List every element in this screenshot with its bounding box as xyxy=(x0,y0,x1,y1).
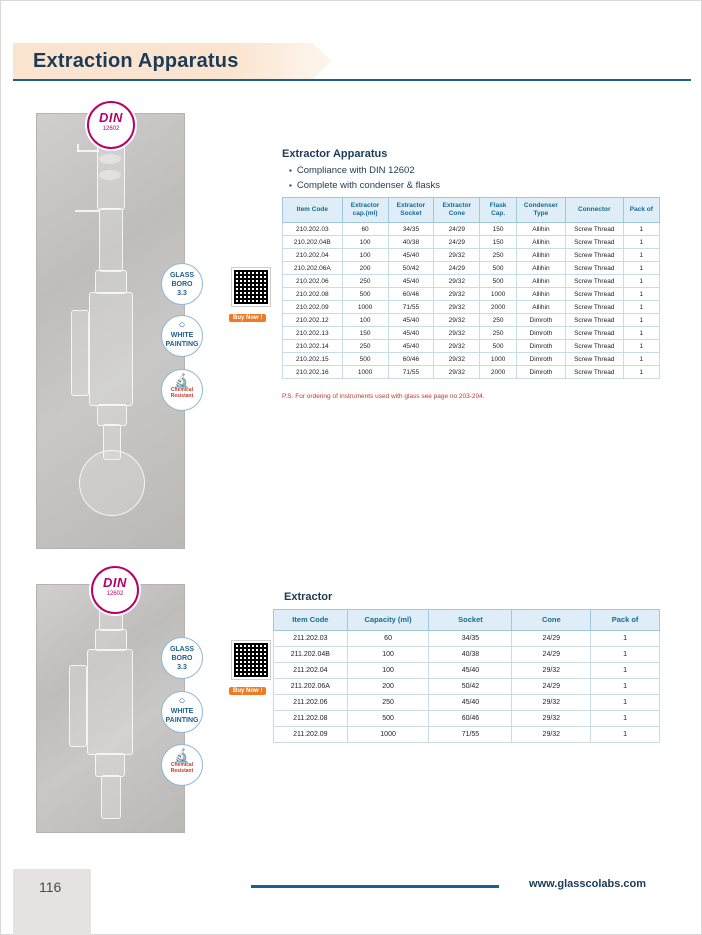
table-row xyxy=(283,223,660,236)
din-badge-2 xyxy=(91,566,139,614)
apparatus-cell-5-5: Allihin xyxy=(516,288,565,301)
apparatus-cell-10-1: 500 xyxy=(342,353,388,366)
apparatus-cell-11-4: 2000 xyxy=(480,366,517,379)
th2-capacity: Capacity (ml) xyxy=(347,610,429,631)
apparatus-cell-11-7: 1 xyxy=(623,366,659,379)
ground-joint-upper xyxy=(95,270,127,294)
apparatus-cell-11-1: 1000 xyxy=(342,366,388,379)
badge-white-painting-2 xyxy=(161,691,203,733)
apparatus-cell-0-0: 210.202.03 xyxy=(283,223,343,236)
apparatus-cell-8-2: 45/40 xyxy=(388,327,434,340)
condenser-outlet xyxy=(75,210,99,212)
extractor-cell-3-1: 200 xyxy=(347,679,429,695)
apparatus-cell-3-0: 210.202.06A xyxy=(283,262,343,275)
page-number: 116 xyxy=(39,879,62,895)
th2-cone: Cone xyxy=(512,610,591,631)
extractor-cell-5-1: 500 xyxy=(347,711,429,727)
apparatus-cell-9-0: 210.202.14 xyxy=(283,340,343,353)
section-1-title: Extractor Apparatus xyxy=(282,148,388,160)
table-header-row xyxy=(274,610,660,631)
badge-boro-line3: 3.3 xyxy=(177,290,187,297)
badge-boro-line1: GLASS xyxy=(169,272,195,279)
table-row xyxy=(274,647,660,663)
extractor-cell-4-2: 45/40 xyxy=(429,695,512,711)
ground-joint-lower xyxy=(97,404,127,426)
microscope-icon: 🔬 xyxy=(173,748,191,763)
ground-joint-lower-2 xyxy=(95,753,125,777)
table-row xyxy=(283,366,660,379)
table-row xyxy=(274,663,660,679)
apparatus-cell-0-4: 150 xyxy=(480,223,517,236)
condenser-inlet-stub xyxy=(77,144,79,152)
table-row xyxy=(283,301,660,314)
apparatus-cell-2-4: 250 xyxy=(480,249,517,262)
microscope-icon: 🔬 xyxy=(173,373,191,388)
badge-boro-2-line1: GLASS xyxy=(169,646,195,653)
apparatus-cell-8-1: 150 xyxy=(342,327,388,340)
apparatus-cell-3-3: 24/29 xyxy=(434,262,480,275)
apparatus-cell-8-0: 210.202.13 xyxy=(283,327,343,340)
badge-chemical-resistant-2 xyxy=(161,744,203,786)
th-pack-of: Pack of xyxy=(623,198,659,223)
badge-boro-2-line3: 3.3 xyxy=(177,664,187,671)
th-extractor-socket: Extractor Socket xyxy=(388,198,434,223)
extractor-cell-1-0: 211.202.04B xyxy=(274,647,348,663)
header-divider xyxy=(13,79,691,81)
badge-white-2-line2: PAINTING xyxy=(165,717,199,724)
glass-highlight xyxy=(99,154,121,164)
extractor-cell-1-1: 100 xyxy=(347,647,429,663)
extractor-cell-1-2: 40/38 xyxy=(429,647,512,663)
badge-boro-glass-2 xyxy=(161,637,203,679)
qr-code-icon-2[interactable] xyxy=(232,641,270,679)
section-2-title: Extractor xyxy=(284,591,333,603)
apparatus-cell-10-2: 60/46 xyxy=(388,353,434,366)
extractor-cell-6-0: 211.202.09 xyxy=(274,727,348,743)
apparatus-cell-7-4: 250 xyxy=(480,314,517,327)
apparatus-cell-2-7: 1 xyxy=(623,249,659,262)
th2-socket: Socket xyxy=(429,610,512,631)
apparatus-cell-8-5: Dimroth xyxy=(516,327,565,340)
apparatus-cell-3-2: 50/42 xyxy=(388,262,434,275)
table-row xyxy=(283,249,660,262)
extractor-cell-2-2: 45/40 xyxy=(429,663,512,679)
th-extractor-cap: Extractor cap.(ml) xyxy=(342,198,388,223)
apparatus-cell-4-4: 500 xyxy=(480,275,517,288)
apparatus-cell-8-3: 29/32 xyxy=(434,327,480,340)
table-row xyxy=(283,340,660,353)
apparatus-cell-5-2: 60/46 xyxy=(388,288,434,301)
page-header xyxy=(13,43,691,79)
apparatus-cell-4-6: Screw Thread xyxy=(565,275,623,288)
din-badge-number: 12602 xyxy=(102,126,120,132)
apparatus-cell-11-5: Dimroth xyxy=(516,366,565,379)
extractor-cell-0-2: 34/35 xyxy=(429,631,512,647)
extractor-cell-2-0: 211.202.04 xyxy=(274,663,348,679)
apparatus-cell-1-6: Screw Thread xyxy=(565,236,623,249)
siphon-arm xyxy=(71,310,89,396)
apparatus-cell-7-5: Dimroth xyxy=(516,314,565,327)
extractor-cell-3-3: 24/29 xyxy=(512,679,591,695)
apparatus-cell-3-4: 500 xyxy=(480,262,517,275)
apparatus-cell-10-5: Dimroth xyxy=(516,353,565,366)
badge-white-line1: WHITE xyxy=(170,332,194,339)
apparatus-cell-7-2: 45/40 xyxy=(388,314,434,327)
extractor-cell-1-4: 1 xyxy=(591,647,660,663)
apparatus-cell-2-3: 29/32 xyxy=(434,249,480,262)
apparatus-cell-1-3: 24/29 xyxy=(434,236,480,249)
extractor-cell-5-0: 211.202.08 xyxy=(274,711,348,727)
th2-pack-of: Pack of xyxy=(591,610,660,631)
th-connector: Connector xyxy=(565,198,623,223)
apparatus-cell-0-5: Allihin xyxy=(516,223,565,236)
apparatus-cell-0-1: 60 xyxy=(342,223,388,236)
badge-white-2-line1: WHITE xyxy=(170,708,194,715)
apparatus-cell-1-1: 100 xyxy=(342,236,388,249)
extractor-table xyxy=(273,609,660,743)
condenser-lower xyxy=(99,208,123,272)
apparatus-cell-7-6: Screw Thread xyxy=(565,314,623,327)
ground-joint-upper-2 xyxy=(95,629,127,651)
extractor-cell-3-2: 50/42 xyxy=(429,679,512,695)
apparatus-cell-10-7: 1 xyxy=(623,353,659,366)
apparatus-cell-1-4: 150 xyxy=(480,236,517,249)
apparatus-cell-2-2: 45/40 xyxy=(388,249,434,262)
table-row xyxy=(274,711,660,727)
section-1-bullet-0: ▪ Compliance with DIN 12602 xyxy=(289,165,415,176)
footer-website-url: www.glasscolabs.com xyxy=(529,878,646,890)
paint-brush-icon: ○ xyxy=(178,319,186,331)
apparatus-cell-5-0: 210.202.08 xyxy=(283,288,343,301)
apparatus-cell-4-5: Allihin xyxy=(516,275,565,288)
apparatus-cell-7-7: 1 xyxy=(623,314,659,327)
din-badge xyxy=(87,101,135,149)
badge-boro-glass xyxy=(161,263,203,305)
apparatus-cell-6-5: Allihin xyxy=(516,301,565,314)
extractor-cell-6-1: 1000 xyxy=(347,727,429,743)
table-row xyxy=(283,314,660,327)
badge-boro-2-line2: BORO xyxy=(171,655,193,662)
apparatus-cell-11-3: 29/32 xyxy=(434,366,480,379)
apparatus-cell-3-1: 200 xyxy=(342,262,388,275)
apparatus-cell-5-1: 500 xyxy=(342,288,388,301)
condenser-inlet xyxy=(77,150,99,152)
apparatus-cell-2-1: 100 xyxy=(342,249,388,262)
extractor-cell-0-1: 60 xyxy=(347,631,429,647)
apparatus-cell-4-0: 210.202.06 xyxy=(283,275,343,288)
apparatus-cell-5-3: 29/32 xyxy=(434,288,480,301)
extractor-cell-2-1: 100 xyxy=(347,663,429,679)
apparatus-cell-6-2: 71/55 xyxy=(388,301,434,314)
badge-white-painting xyxy=(161,315,203,357)
extractor-cell-4-3: 29/32 xyxy=(512,695,591,711)
extractor-cell-0-0: 211.202.03 xyxy=(274,631,348,647)
extractor-cell-4-0: 211.202.06 xyxy=(274,695,348,711)
table-row xyxy=(283,236,660,249)
extractor-cell-1-3: 24/29 xyxy=(512,647,591,663)
table-row xyxy=(283,275,660,288)
section-1-bullet-1: ▪ Complete with condenser & flasks xyxy=(289,180,440,191)
apparatus-cell-1-7: 1 xyxy=(623,236,659,249)
extractor-cell-6-4: 1 xyxy=(591,727,660,743)
apparatus-cell-7-1: 100 xyxy=(342,314,388,327)
apparatus-cell-1-0: 210.202.04B xyxy=(283,236,343,249)
apparatus-cell-8-7: 1 xyxy=(623,327,659,340)
th2-item-code: Item Code xyxy=(274,610,348,631)
apparatus-cell-9-3: 29/32 xyxy=(434,340,480,353)
extractor-cell-0-3: 24/29 xyxy=(512,631,591,647)
table-row xyxy=(274,695,660,711)
siphon-arm-2 xyxy=(69,665,87,747)
table-row xyxy=(274,727,660,743)
extractor-cell-3-4: 1 xyxy=(591,679,660,695)
extractor-cell-5-3: 29/32 xyxy=(512,711,591,727)
extractor-cell-2-4: 1 xyxy=(591,663,660,679)
apparatus-cell-11-6: Screw Thread xyxy=(565,366,623,379)
extractor-apparatus-table xyxy=(282,197,660,379)
footer-divider xyxy=(251,885,499,888)
apparatus-cell-1-5: Allihin xyxy=(516,236,565,249)
extractor-cell-5-4: 1 xyxy=(591,711,660,727)
badge-chem-2-line2: Resistant xyxy=(170,768,194,774)
apparatus-cell-0-6: Screw Thread xyxy=(565,223,623,236)
apparatus-cell-5-4: 1000 xyxy=(480,288,517,301)
badge-chem-line1: Chemical xyxy=(170,387,194,393)
apparatus-cell-5-7: 1 xyxy=(623,288,659,301)
apparatus-cell-4-1: 250 xyxy=(342,275,388,288)
extractor-cell-3-0: 211.202.06A xyxy=(274,679,348,695)
apparatus-cell-7-3: 29/32 xyxy=(434,314,480,327)
din-badge-text: DIN xyxy=(99,110,123,125)
apparatus-cell-0-2: 34/35 xyxy=(388,223,434,236)
apparatus-cell-2-6: Screw Thread xyxy=(565,249,623,262)
apparatus-cell-2-5: Allihin xyxy=(516,249,565,262)
apparatus-cell-10-3: 29/32 xyxy=(434,353,480,366)
apparatus-cell-8-6: Screw Thread xyxy=(565,327,623,340)
ordering-note: P.S. For ordering of instruments used with glass see page no 203-204. xyxy=(282,393,485,400)
qr-code-icon[interactable] xyxy=(232,268,270,306)
apparatus-cell-10-4: 1000 xyxy=(480,353,517,366)
round-bottom-flask xyxy=(79,450,145,516)
apparatus-cell-2-0: 210.202.04 xyxy=(283,249,343,262)
apparatus-cell-9-5: Dimroth xyxy=(516,340,565,353)
badge-chemical-resistant xyxy=(161,369,203,411)
apparatus-cell-9-7: 1 xyxy=(623,340,659,353)
apparatus-cell-7-0: 210.202.12 xyxy=(283,314,343,327)
apparatus-cell-4-2: 45/40 xyxy=(388,275,434,288)
badge-chem-line2: Resistant xyxy=(170,393,194,399)
table-row xyxy=(283,327,660,340)
th-item-code: Item Code xyxy=(283,198,343,223)
badge-boro-line2: BORO xyxy=(171,281,193,288)
apparatus-cell-4-3: 29/32 xyxy=(434,275,480,288)
apparatus-cell-10-6: Screw Thread xyxy=(565,353,623,366)
apparatus-cell-0-7: 1 xyxy=(623,223,659,236)
apparatus-cell-9-6: Screw Thread xyxy=(565,340,623,353)
apparatus-cell-10-0: 210.202.15 xyxy=(283,353,343,366)
extractor-body-2 xyxy=(87,649,133,755)
apparatus-cell-3-5: Allihin xyxy=(516,262,565,275)
table-row xyxy=(274,679,660,695)
apparatus-cell-11-2: 71/55 xyxy=(388,366,434,379)
extractor-cell-4-1: 250 xyxy=(347,695,429,711)
din-badge-number-2: 12602 xyxy=(106,591,124,597)
extractor-cell-2-3: 29/32 xyxy=(512,663,591,679)
apparatus-cell-9-1: 250 xyxy=(342,340,388,353)
apparatus-cell-6-3: 29/32 xyxy=(434,301,480,314)
apparatus-cell-6-7: 1 xyxy=(623,301,659,314)
apparatus-cell-11-0: 210.202.16 xyxy=(283,366,343,379)
badge-white-line2: PAINTING xyxy=(165,341,199,348)
table-header-row xyxy=(283,198,660,223)
buy-now-button-2[interactable]: Buy Now ! xyxy=(229,687,266,695)
din-badge-text-2: DIN xyxy=(103,575,127,590)
apparatus-cell-6-4: 2000 xyxy=(480,301,517,314)
apparatus-cell-6-1: 1000 xyxy=(342,301,388,314)
apparatus-cell-9-2: 45/40 xyxy=(388,340,434,353)
apparatus-cell-1-2: 40/38 xyxy=(388,236,434,249)
buy-now-button-1[interactable]: Buy Now ! xyxy=(229,314,266,322)
apparatus-cell-8-4: 250 xyxy=(480,327,517,340)
extractor-cell-0-4: 1 xyxy=(591,631,660,647)
table-row xyxy=(283,288,660,301)
apparatus-cell-9-4: 500 xyxy=(480,340,517,353)
apparatus-cell-3-6: Screw Thread xyxy=(565,262,623,275)
th-flask-cap: Flask Cap. xyxy=(480,198,517,223)
extractor-cell-5-2: 60/46 xyxy=(429,711,512,727)
badge-chem-2-line1: Chemical xyxy=(170,762,194,768)
table-row xyxy=(283,262,660,275)
extractor-body xyxy=(89,292,133,406)
apparatus-cell-6-6: Screw Thread xyxy=(565,301,623,314)
table-row xyxy=(283,353,660,366)
extractor-cell-4-4: 1 xyxy=(591,695,660,711)
th-extractor-cone: Extractor Cone xyxy=(434,198,480,223)
extractor-stem-2 xyxy=(101,775,121,819)
apparatus-cell-5-6: Screw Thread xyxy=(565,288,623,301)
apparatus-cell-4-7: 1 xyxy=(623,275,659,288)
page-title: Extraction Apparatus xyxy=(33,50,239,72)
apparatus-cell-3-7: 1 xyxy=(623,262,659,275)
extractor-cell-6-2: 71/55 xyxy=(429,727,512,743)
paint-brush-icon: ○ xyxy=(178,695,186,707)
table-row xyxy=(274,631,660,647)
extractor-cell-6-3: 29/32 xyxy=(512,727,591,743)
glass-highlight xyxy=(99,170,121,180)
th-condenser-type: Condenser Type xyxy=(516,198,565,223)
apparatus-cell-0-3: 24/29 xyxy=(434,223,480,236)
apparatus-cell-6-0: 210.202.09 xyxy=(283,301,343,314)
